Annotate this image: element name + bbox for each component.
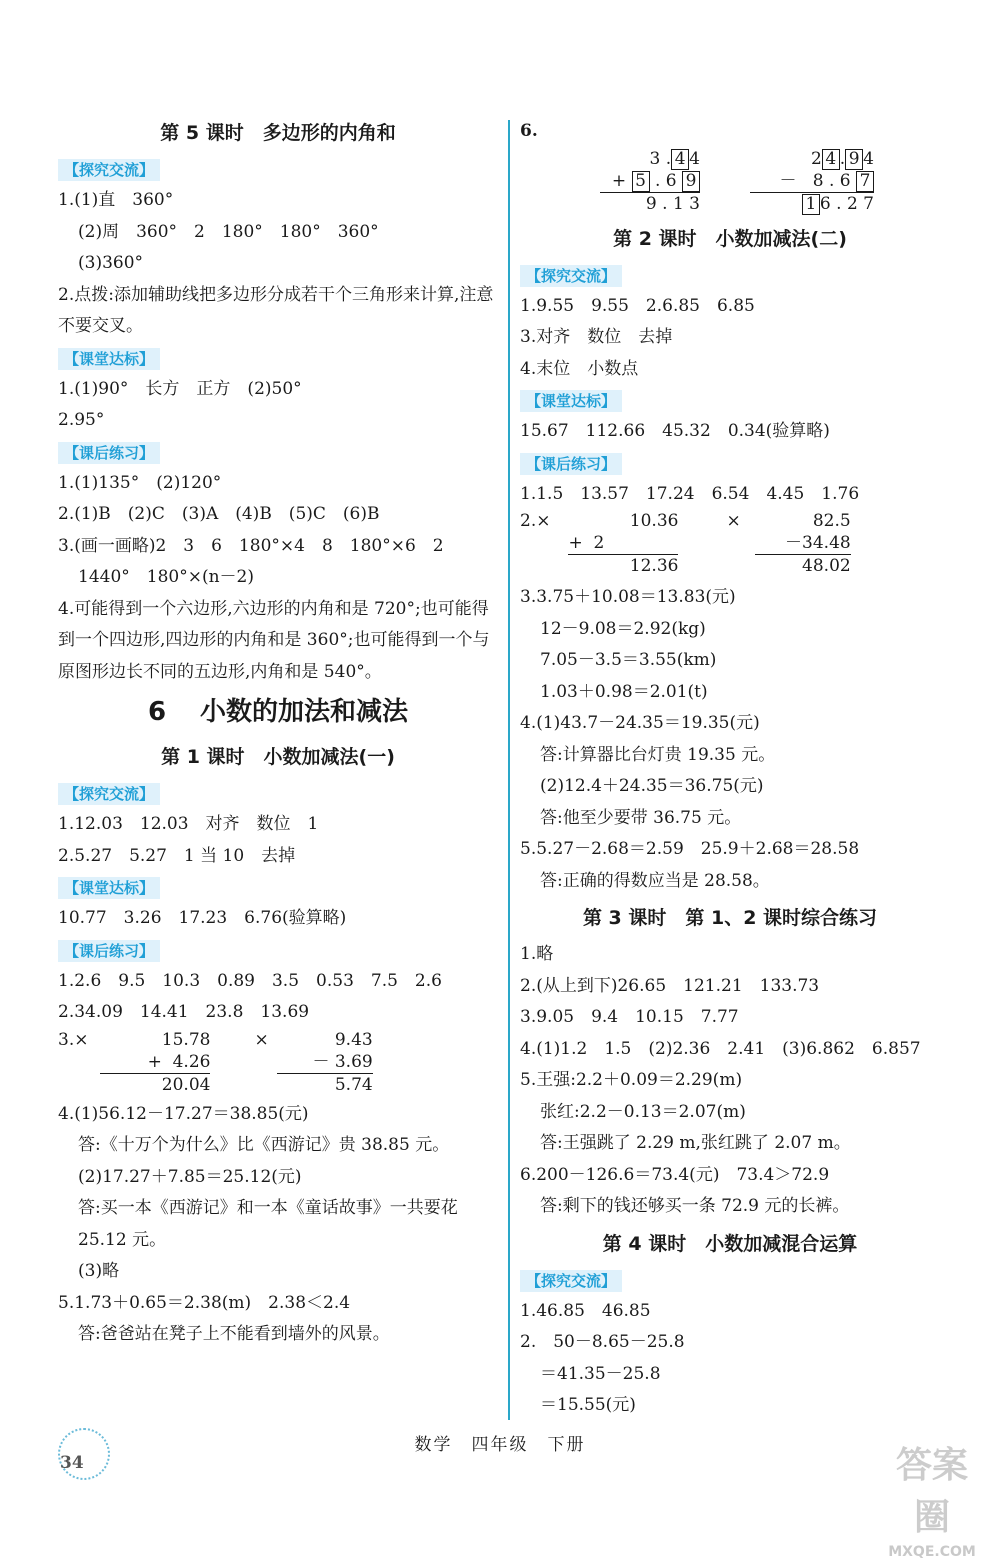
column-divider <box>508 120 510 1420</box>
chapter-title: 小数的加法和减法 <box>200 697 409 727</box>
calc-operand: 10.36 <box>629 511 679 531</box>
answer-box: 9 <box>682 171 700 192</box>
answer-line: 5.5.27－2.68＝2.59 25.9＋2.68＝28.58 <box>520 839 860 859</box>
answer-line: 6.200－126.6＝73.4(元) 73.4＞72.9 <box>520 1164 830 1185</box>
answer-line: 1.略 <box>520 944 554 964</box>
calc-operand: 82.5 <box>812 511 851 531</box>
answer-line: 2.(从上到下)26.65 121.21 133.73 <box>520 975 820 996</box>
calc-operand: + 4.26 <box>147 1051 211 1072</box>
watermark-url: MXQE.COM <box>888 1544 976 1560</box>
calc-result: 9 . 1 3 <box>600 192 700 215</box>
answer-line: 1.2.6 9.5 10.3 0.89 3.5 0.53 7.5 2.6 <box>58 970 442 991</box>
answer-line: 1.1.5 13.57 17.24 6.54 4.45 1.76 <box>520 483 860 504</box>
vertical-calc <box>277 1029 373 1096</box>
page-number: 34 <box>60 1453 84 1473</box>
answer-line: 1.12.03 12.03 对齐 数位 1 <box>58 814 319 834</box>
vertical-calc <box>600 148 700 218</box>
answer-line: (2)17.27＋7.85＝25.12(元) <box>78 1166 302 1187</box>
answer-line: 张红:2.2－0.13＝2.07(m) <box>540 1101 746 1122</box>
answer-line: 1.46.85 46.85 <box>520 1300 651 1321</box>
answer-box: 9 <box>845 149 863 170</box>
answer-line: 答:剩下的钱还够买一条 72.9 元的长裤。 <box>540 1196 850 1216</box>
answer-line: 3.(画一画略)2 3 6 180°×4 8 180°×6 2 <box>58 535 444 556</box>
vertical-calc <box>755 510 851 577</box>
answer-line: 1440° 180°×(n－2) <box>78 567 254 587</box>
calc-operand: 15.78 <box>161 1029 211 1050</box>
answer-line: 3.对齐 数位 去掉 <box>520 327 673 347</box>
answer-line: 1.9.55 9.55 2.6.85 6.85 <box>520 295 755 316</box>
answer-label: 6. <box>520 121 538 141</box>
answer-line: 1.(1)135° (2)120° <box>58 472 222 493</box>
wrong-mark: × <box>726 511 741 531</box>
answer-line: 2.5.27 5.27 1 当 10 去掉 <box>58 845 296 866</box>
tag-class: 【课堂达标】 <box>520 390 622 412</box>
vertical-calc-row <box>58 1029 498 1099</box>
answer-line: 答:他至少要带 36.75 元。 <box>540 807 742 828</box>
answer-line: 1.(1)90° 长方 正方 (2)50° <box>58 378 302 399</box>
answer-line: ＝15.55(元) <box>540 1395 636 1415</box>
answer-line: 5.王强:2.2＋0.09＝2.29(m) <box>520 1070 743 1090</box>
calc-operand: + 5 . 6 9 <box>600 170 700 192</box>
answer-line: 3.9.05 9.4 10.15 7.77 <box>520 1007 739 1027</box>
answer-line: (2)周 360° 2 180° 180° 360° <box>78 221 379 242</box>
answer-line: 答:王强跳了 2.29 m,张红跳了 2.07 m。 <box>540 1133 851 1153</box>
answer-box: 5 <box>632 171 650 192</box>
tag-after: 【课后练习】 <box>58 442 160 464</box>
calc-operand: － 8 . 6 7 <box>750 170 874 192</box>
answer-label: 2.× <box>520 511 551 531</box>
tag-class: 【课堂达标】 <box>58 348 160 370</box>
lesson-1-title: 第 1 课时 小数加减法(一) <box>161 746 395 768</box>
chapter-number: 6 <box>147 697 167 727</box>
answer-line: 2. 50－8.65－25.8 <box>520 1332 685 1352</box>
answer-line: 10.77 3.26 17.23 6.76(验算略) <box>58 908 347 928</box>
calc-result: 1 6 . 2 7 <box>750 192 874 215</box>
calc-result: 12.36 <box>568 554 678 577</box>
lesson-2-title: 第 2 课时 小数加减法(二) <box>613 227 847 250</box>
calc-result: 5.74 <box>277 1073 373 1096</box>
answer-line: 7.05－3.5＝3.55(km) <box>540 650 717 670</box>
calc-result: 48.02 <box>755 554 851 577</box>
tag-explore: 【探究交流】 <box>58 783 160 805</box>
lesson-3-title: 第 3 课时 第 1、2 课时综合练习 <box>582 907 878 929</box>
calc-operand: － 3.69 <box>312 1051 373 1072</box>
answer-line: 5.1.73＋0.65＝2.38(m) 2.38＜2.4 <box>58 1292 351 1313</box>
right-column <box>520 116 940 1422</box>
calc-result: 20.04 <box>100 1073 210 1096</box>
answer-box: 4 <box>671 149 689 170</box>
answer-line: 15.67 112.66 45.32 0.34(验算略) <box>520 421 830 441</box>
vertical-calc <box>100 1029 210 1096</box>
answer-line: 答:正确的得数应当是 28.58。 <box>540 870 770 891</box>
tag-explore: 【探究交流】 <box>58 159 160 181</box>
answer-line: 答:《十万个为什么》比《西游记》贵 38.85 元。 <box>78 1135 450 1155</box>
lesson-4-title: 第 4 课时 小数加减混合运算 <box>602 1232 858 1255</box>
answer-line: 2.点拨:添加辅助线把多边形分成若干个三角形来计算,注意不要交叉。 <box>58 284 494 336</box>
vertical-calc <box>750 148 874 218</box>
watermark-logo <box>882 1440 982 1560</box>
chapter-heading <box>58 688 498 736</box>
answer-line: 1.(1)直 360° <box>58 190 174 210</box>
calc-operand: －34.48 <box>785 533 851 553</box>
tag-class: 【课堂达标】 <box>58 877 160 899</box>
answer-line: 12－9.08＝2.92(kg) <box>540 618 706 639</box>
footer-subject: 数学 四年级 下册 <box>414 1435 586 1455</box>
calc-operand: + 2 <box>568 533 605 553</box>
answer-line: 答:买一本《西游记》和一本《童话故事》一共要花 25.12 元。 <box>78 1198 458 1250</box>
answer-line: 1.03＋0.98＝2.01(t) <box>540 681 708 702</box>
calc-operand: 3 . 4 4 <box>649 148 700 169</box>
answer-box: 4 <box>822 149 840 170</box>
left-column <box>58 112 498 1351</box>
answer-line: 4.可能得到一个六边形,六边形的内角和是 720°;也可能得到一个四边形,四边形的内角和是 360°;也可能得到一个与原图形边长不同的五边形,内角和是 540°。 <box>58 598 490 682</box>
answer-line: 4.(1)1.2 1.5 (2)2.36 2.41 (3)6.862 6.857 <box>520 1038 921 1059</box>
answer-line: 4.(1)43.7－24.35＝19.35(元) <box>520 713 760 733</box>
wrong-mark: × <box>254 1029 269 1050</box>
answer-line: ＝41.35－25.8 <box>540 1363 661 1384</box>
answer-label: 3.× <box>58 1029 89 1050</box>
answer-line: (3)360° <box>78 253 144 273</box>
answer-line: 2.(1)B (2)C (3)A (4)B (5)C (6)B <box>58 504 380 524</box>
answer-box: 7 <box>856 171 874 192</box>
calc-operand: 2 4 . 9 4 <box>810 148 874 169</box>
answer-line: 2.34.09 14.41 23.8 13.69 <box>58 1002 310 1022</box>
answer-line: 4.(1)56.12－17.27＝38.85(元) <box>58 1103 309 1124</box>
vertical-calc-row <box>520 148 940 218</box>
tag-after: 【课后练习】 <box>58 940 160 962</box>
watermark-text: 答案圈 <box>895 1445 968 1538</box>
answer-line: 3.3.75＋10.08＝13.83(元) <box>520 587 736 607</box>
answer-line: 答:计算器比台灯贵 19.35 元。 <box>540 744 776 765</box>
answer-line: (3)略 <box>78 1261 120 1281</box>
lesson-5-title: 第 5 课时 多边形的内角和 <box>160 122 396 144</box>
tag-explore: 【探究交流】 <box>520 265 622 287</box>
answer-line: (2)12.4＋24.35＝36.75(元) <box>540 776 764 796</box>
answer-line: 2.95° <box>58 410 105 430</box>
tag-explore: 【探究交流】 <box>520 1270 622 1292</box>
vertical-calc-row <box>520 510 940 582</box>
vertical-calc <box>568 510 678 577</box>
tag-after: 【课后练习】 <box>520 453 622 475</box>
answer-line: 4.末位 小数点 <box>520 358 639 379</box>
calc-operand: 9.43 <box>334 1029 373 1050</box>
answer-line: 答:爸爸站在凳子上不能看到墙外的风景。 <box>78 1324 390 1344</box>
answer-box: 1 <box>802 194 820 215</box>
